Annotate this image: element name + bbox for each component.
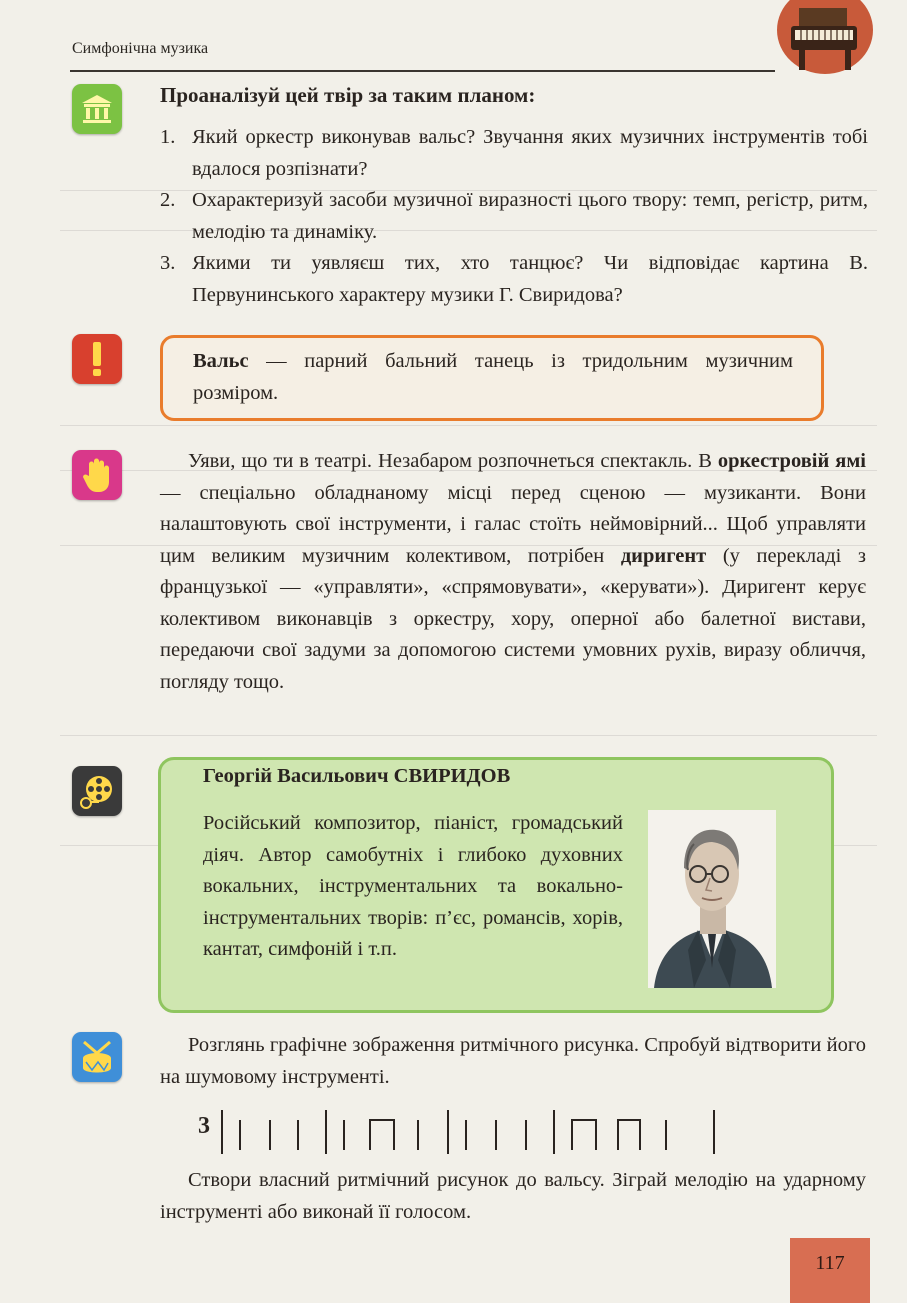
paragraph-text: (у перекладі з французької — «управляти», «спрямовувати», «керувати»). Диригент керує колективом виконавців з оркестру, хору, оперної або балетної вистави, передаючи свої задуми за допомогою системи умовних рухів, виразу обличчя, погляду тощо. xyxy=(160,544,866,693)
header-rule xyxy=(70,70,775,72)
museum-icon xyxy=(72,84,122,134)
exclamation-icon xyxy=(72,334,122,384)
list-item xyxy=(160,122,868,185)
analysis-plan-list xyxy=(160,122,868,311)
time-signature: 3 xyxy=(198,1113,210,1139)
term-conductor: диригент xyxy=(620,544,707,567)
drum-icon xyxy=(72,1032,122,1082)
list-item xyxy=(160,248,868,311)
definition-term: Вальс xyxy=(193,350,249,372)
rhythm-task-text xyxy=(160,1030,866,1093)
theatre-paragraph xyxy=(160,446,866,698)
definition-body: — парний бальний танець із тридольним музичним розміром. xyxy=(193,350,793,404)
piano-icon xyxy=(775,0,875,78)
final-body: Створи власний ритмічний рисунок до вальсу. Зіграй мелодію на ударному інструменті або виконай її голосом. xyxy=(160,1169,866,1223)
film-reel-icon xyxy=(72,766,122,816)
term-orchestra-pit: оркестровій ямі xyxy=(717,450,866,472)
paragraph-text: Уяви, що ти в театрі. Незабаром розпочнеться спектакль. В xyxy=(188,450,718,472)
list-item-text: Який оркестр виконував вальс? Звучання яких музичних інструментів тобі вдалося розпізнати? xyxy=(192,126,868,180)
hand-stop-icon xyxy=(72,450,122,500)
list-item xyxy=(160,185,868,248)
plan-title: Проаналізуй цей твір за таким планом: xyxy=(160,83,536,107)
list-item-number: 2. xyxy=(160,189,176,211)
page-number: 117 xyxy=(815,1252,845,1274)
final-task-text xyxy=(160,1165,866,1228)
composer-bio-text: Російський композитор, піаніст, громадський діяч. Автор самобутніх і глибоко духовних вокальних, інструментальних та вокально-інструментальних творів: п’єс, романсів, хорів, кантат, симфоній і т.п. xyxy=(203,812,623,960)
composer-name: Георгій Васильович СВИРИДОВ xyxy=(203,765,511,787)
rhythm-notation xyxy=(220,1108,720,1156)
list-item-text: Охарактеризуй засоби музичної виразності цього твору: темп, регістр, ритм, мелодію та динаміку. xyxy=(192,189,868,243)
running-header: Симфонічна музика xyxy=(72,40,209,57)
task-body: Розглянь графічне зображення ритмічного рисунка. Спробуй відтворити його на шумовому інструменті. xyxy=(160,1034,866,1088)
list-item-number: 1. xyxy=(160,126,176,148)
list-item-number: 3. xyxy=(160,252,176,274)
definition-text xyxy=(193,346,793,409)
list-item-text: Якими ти уявляєш тих, хто танцює? Чи відповідає картина В. Первунинського характеру музики Г. Свиридова? xyxy=(192,252,868,306)
paragraph-text: — спеціально обладнаному місці перед сценою — музиканти. Вони налаштовують свої інструменти, і галас стоїть неймовірний... Щоб управляти цим великим музичним колективом, потрібен xyxy=(160,481,866,567)
composer-portrait xyxy=(648,810,776,988)
